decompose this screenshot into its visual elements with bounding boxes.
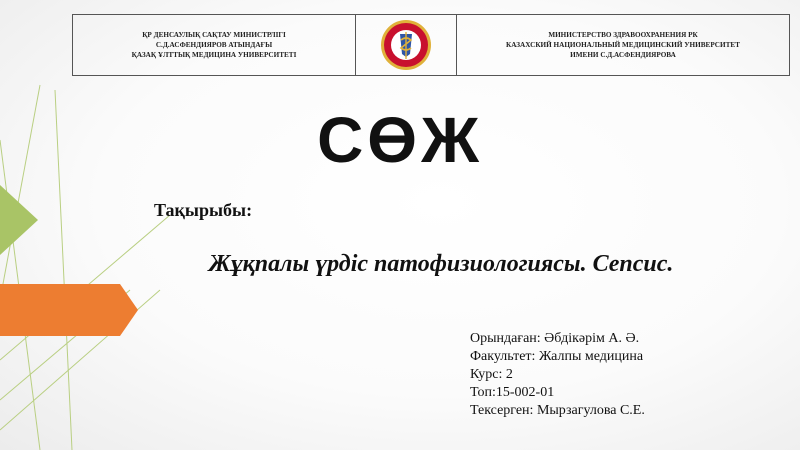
- info-line-reviewer: Тексерген: Мырзагулова С.Е.: [470, 403, 645, 418]
- header-table: [72, 14, 790, 76]
- header-right-line: ИМЕНИ С.Д.АСФЕНДИЯРОВА: [570, 51, 676, 59]
- header-right-line: МИНИСТЕРСТВО ЗДРАВООХРАНЕНИЯ РК: [548, 31, 698, 39]
- header-left-line: ҚР ДЕНСАУЛЫҚ САҚТАУ МИНИСТРЛІГІ: [142, 31, 286, 39]
- header-left-line: С.Д.АСФЕНДИЯРОВ АТЫНДАҒЫ: [155, 41, 273, 49]
- info-line-faculty: Факультет: Жалпы медицина: [470, 349, 644, 364]
- orange-arrow-shape: [0, 284, 138, 336]
- header-logo-cell: [356, 15, 457, 75]
- topic-label: Тақырыбы:: [154, 200, 253, 220]
- header-left-line: ҚАЗАҚ ҰЛТТЫҚ МЕДИЦИНА УНИВЕРСИТЕТІ: [131, 51, 297, 59]
- info-line-performer: Орындаған: Әбдікәрім А. Ә.: [470, 331, 640, 346]
- university-logo: [375, 18, 437, 72]
- info-line-course: Курс: 2: [470, 367, 513, 382]
- info-line-group: Топ:15-002-01: [470, 385, 555, 400]
- slide-title: СӨЖ: [317, 104, 483, 176]
- header-left-cell: [73, 15, 356, 75]
- topic-text: Жұқпалы үрдіс патофизиологиясы. Сепсис.: [208, 251, 674, 277]
- header-right-cell: [457, 15, 789, 75]
- author-info: [470, 330, 645, 420]
- header-right-line: КАЗАХСКИЙ НАЦИОНАЛЬНЫЙ МЕДИЦИНСКИЙ УНИВЕРСИТЕТ: [506, 41, 740, 49]
